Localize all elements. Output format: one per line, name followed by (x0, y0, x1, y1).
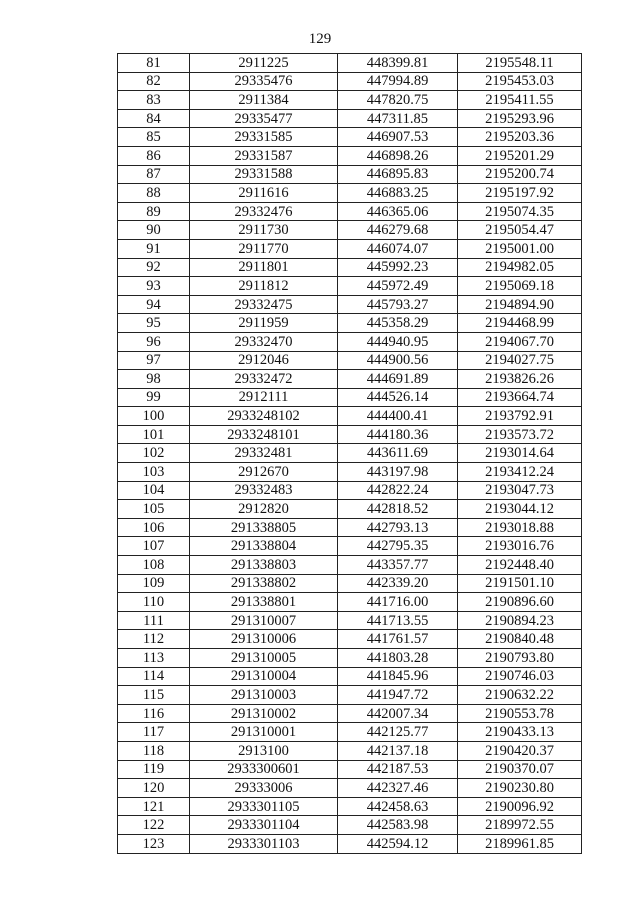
x-coordinate-cell: 446883.25 (338, 184, 458, 203)
x-coordinate-cell: 442795.35 (338, 537, 458, 556)
point-id-cell: 2912046 (190, 351, 338, 370)
point-id-cell: 2911801 (190, 258, 338, 277)
row-number-cell: 115 (118, 686, 190, 705)
point-id-cell: 29332472 (190, 370, 338, 389)
table-row (118, 741, 582, 760)
row-number-cell: 114 (118, 667, 190, 686)
point-id-cell: 2911730 (190, 221, 338, 240)
row-number-cell: 109 (118, 574, 190, 593)
x-coordinate-cell: 441845.96 (338, 667, 458, 686)
table-row (118, 704, 582, 723)
row-number-cell: 100 (118, 407, 190, 426)
table-row (118, 165, 582, 184)
x-coordinate-cell: 444526.14 (338, 388, 458, 407)
y-coordinate-cell: 2193664.74 (458, 388, 582, 407)
row-number-cell: 99 (118, 388, 190, 407)
x-coordinate-cell: 442187.53 (338, 760, 458, 779)
y-coordinate-cell: 2194982.05 (458, 258, 582, 277)
table-row (118, 184, 582, 203)
point-id-cell: 29333006 (190, 779, 338, 798)
point-id-cell: 291310005 (190, 649, 338, 668)
point-id-cell: 29332470 (190, 332, 338, 351)
point-id-cell: 29335476 (190, 72, 338, 91)
row-number-cell: 81 (118, 54, 190, 73)
y-coordinate-cell: 2195201.29 (458, 146, 582, 165)
y-coordinate-cell: 2195001.00 (458, 239, 582, 258)
point-id-cell: 291338804 (190, 537, 338, 556)
y-coordinate-cell: 2190370.07 (458, 760, 582, 779)
x-coordinate-cell: 444400.41 (338, 407, 458, 426)
y-coordinate-cell: 2190096.92 (458, 797, 582, 816)
point-id-cell: 29335477 (190, 109, 338, 128)
point-id-cell: 2912820 (190, 500, 338, 519)
y-coordinate-cell: 2195074.35 (458, 202, 582, 221)
row-number-cell: 106 (118, 518, 190, 537)
point-id-cell: 2911225 (190, 54, 338, 73)
point-id-cell: 2933301105 (190, 797, 338, 816)
row-number-cell: 87 (118, 165, 190, 184)
row-number-cell: 86 (118, 146, 190, 165)
y-coordinate-cell: 2195411.55 (458, 91, 582, 110)
point-id-cell: 2933300601 (190, 760, 338, 779)
point-id-cell: 29331587 (190, 146, 338, 165)
x-coordinate-cell: 442818.52 (338, 500, 458, 519)
point-id-cell: 29331585 (190, 128, 338, 147)
y-coordinate-cell: 2195293.96 (458, 109, 582, 128)
table-row (118, 723, 582, 742)
point-id-cell: 29332476 (190, 202, 338, 221)
x-coordinate-cell: 443197.98 (338, 463, 458, 482)
point-id-cell: 291310007 (190, 611, 338, 630)
y-coordinate-cell: 2195548.11 (458, 54, 582, 73)
y-coordinate-cell: 2190420.37 (458, 741, 582, 760)
point-id-cell: 291310002 (190, 704, 338, 723)
point-id-cell: 2911616 (190, 184, 338, 203)
y-coordinate-cell: 2193826.26 (458, 370, 582, 389)
table-row (118, 518, 582, 537)
row-number-cell: 88 (118, 184, 190, 203)
x-coordinate-cell: 444940.95 (338, 332, 458, 351)
y-coordinate-cell: 2190746.03 (458, 667, 582, 686)
row-number-cell: 122 (118, 816, 190, 835)
table-row (118, 407, 582, 426)
y-coordinate-cell: 2193412.24 (458, 463, 582, 482)
row-number-cell: 120 (118, 779, 190, 798)
point-id-cell: 29331588 (190, 165, 338, 184)
y-coordinate-cell: 2193016.76 (458, 537, 582, 556)
y-coordinate-cell: 2194468.99 (458, 314, 582, 333)
x-coordinate-cell: 444691.89 (338, 370, 458, 389)
x-coordinate-cell: 442793.13 (338, 518, 458, 537)
x-coordinate-cell: 446895.83 (338, 165, 458, 184)
x-coordinate-cell: 446279.68 (338, 221, 458, 240)
table-row (118, 54, 582, 73)
y-coordinate-cell: 2190553.78 (458, 704, 582, 723)
x-coordinate-cell: 442583.98 (338, 816, 458, 835)
y-coordinate-cell: 2193047.73 (458, 481, 582, 500)
row-number-cell: 93 (118, 277, 190, 296)
table-row (118, 667, 582, 686)
row-number-cell: 85 (118, 128, 190, 147)
x-coordinate-cell: 442007.34 (338, 704, 458, 723)
y-coordinate-cell: 2193014.64 (458, 444, 582, 463)
y-coordinate-cell: 2195453.03 (458, 72, 582, 91)
row-number-cell: 103 (118, 463, 190, 482)
table-row (118, 444, 582, 463)
x-coordinate-cell: 442137.18 (338, 741, 458, 760)
point-id-cell: 291310006 (190, 630, 338, 649)
row-number-cell: 98 (118, 370, 190, 389)
table-row (118, 834, 582, 853)
x-coordinate-cell: 444180.36 (338, 425, 458, 444)
x-coordinate-cell: 441713.55 (338, 611, 458, 630)
x-coordinate-cell: 446898.26 (338, 146, 458, 165)
y-coordinate-cell: 2190433.13 (458, 723, 582, 742)
x-coordinate-cell: 442339.20 (338, 574, 458, 593)
point-id-cell: 291338805 (190, 518, 338, 537)
y-coordinate-cell: 2190230.80 (458, 779, 582, 798)
row-number-cell: 113 (118, 649, 190, 668)
y-coordinate-cell: 2194894.90 (458, 295, 582, 314)
row-number-cell: 117 (118, 723, 190, 742)
point-id-cell: 29332483 (190, 481, 338, 500)
y-coordinate-cell: 2194027.75 (458, 351, 582, 370)
x-coordinate-cell: 446907.53 (338, 128, 458, 147)
point-id-cell: 291338803 (190, 556, 338, 575)
row-number-cell: 105 (118, 500, 190, 519)
x-coordinate-cell: 445793.27 (338, 295, 458, 314)
point-id-cell: 2911770 (190, 239, 338, 258)
point-id-cell: 2912670 (190, 463, 338, 482)
y-coordinate-cell: 2191501.10 (458, 574, 582, 593)
table-row (118, 295, 582, 314)
y-coordinate-cell: 2189961.85 (458, 834, 582, 853)
row-number-cell: 104 (118, 481, 190, 500)
table-row (118, 258, 582, 277)
table-row (118, 556, 582, 575)
row-number-cell: 112 (118, 630, 190, 649)
table-row (118, 314, 582, 333)
row-number-cell: 96 (118, 332, 190, 351)
point-id-cell: 291310003 (190, 686, 338, 705)
point-id-cell: 2933248101 (190, 425, 338, 444)
point-id-cell: 291310001 (190, 723, 338, 742)
table-row (118, 574, 582, 593)
point-id-cell: 2933301103 (190, 834, 338, 853)
row-number-cell: 102 (118, 444, 190, 463)
table-row (118, 109, 582, 128)
row-number-cell: 84 (118, 109, 190, 128)
page-number: 129 (308, 31, 332, 47)
table-row (118, 128, 582, 147)
point-id-cell: 2933248102 (190, 407, 338, 426)
table-row (118, 760, 582, 779)
y-coordinate-cell: 2193044.12 (458, 500, 582, 519)
table-row (118, 72, 582, 91)
point-id-cell: 29332481 (190, 444, 338, 463)
x-coordinate-cell: 448399.81 (338, 54, 458, 73)
table-row (118, 91, 582, 110)
table-row (118, 239, 582, 258)
table-row (118, 649, 582, 668)
x-coordinate-cell: 441803.28 (338, 649, 458, 668)
table-row (118, 797, 582, 816)
x-coordinate-cell: 445358.29 (338, 314, 458, 333)
row-number-cell: 92 (118, 258, 190, 277)
point-id-cell: 2911384 (190, 91, 338, 110)
x-coordinate-cell: 442594.12 (338, 834, 458, 853)
row-number-cell: 89 (118, 202, 190, 221)
row-number-cell: 116 (118, 704, 190, 723)
x-coordinate-cell: 443611.69 (338, 444, 458, 463)
x-coordinate-cell: 446365.06 (338, 202, 458, 221)
x-coordinate-cell: 442822.24 (338, 481, 458, 500)
y-coordinate-cell: 2194067.70 (458, 332, 582, 351)
table-row (118, 425, 582, 444)
x-coordinate-cell: 444900.56 (338, 351, 458, 370)
x-coordinate-cell: 441947.72 (338, 686, 458, 705)
row-number-cell: 119 (118, 760, 190, 779)
table-row (118, 816, 582, 835)
x-coordinate-cell: 443357.77 (338, 556, 458, 575)
row-number-cell: 121 (118, 797, 190, 816)
x-coordinate-cell: 441761.57 (338, 630, 458, 649)
y-coordinate-cell: 2193018.88 (458, 518, 582, 537)
table-row (118, 630, 582, 649)
row-number-cell: 123 (118, 834, 190, 853)
row-number-cell: 118 (118, 741, 190, 760)
table-row (118, 481, 582, 500)
row-number-cell: 94 (118, 295, 190, 314)
row-number-cell: 82 (118, 72, 190, 91)
point-id-cell: 2912111 (190, 388, 338, 407)
x-coordinate-cell: 446074.07 (338, 239, 458, 258)
table-row (118, 146, 582, 165)
x-coordinate-cell: 445972.49 (338, 277, 458, 296)
y-coordinate-cell: 2193792.91 (458, 407, 582, 426)
row-number-cell: 108 (118, 556, 190, 575)
point-id-cell: 2913100 (190, 741, 338, 760)
x-coordinate-cell: 447820.75 (338, 91, 458, 110)
table-row (118, 388, 582, 407)
row-number-cell: 90 (118, 221, 190, 240)
row-number-cell: 97 (118, 351, 190, 370)
table-row (118, 351, 582, 370)
coordinates-table-body (118, 54, 582, 854)
row-number-cell: 83 (118, 91, 190, 110)
table-row (118, 537, 582, 556)
row-number-cell: 95 (118, 314, 190, 333)
table-row (118, 779, 582, 798)
table-row (118, 686, 582, 705)
coordinates-table (117, 53, 582, 854)
row-number-cell: 91 (118, 239, 190, 258)
row-number-cell: 111 (118, 611, 190, 630)
x-coordinate-cell: 447994.89 (338, 72, 458, 91)
x-coordinate-cell: 442458.63 (338, 797, 458, 816)
y-coordinate-cell: 2190894.23 (458, 611, 582, 630)
table-row (118, 611, 582, 630)
point-id-cell: 2933301104 (190, 816, 338, 835)
point-id-cell: 2911959 (190, 314, 338, 333)
y-coordinate-cell: 2195203.36 (458, 128, 582, 147)
point-id-cell: 29332475 (190, 295, 338, 314)
point-id-cell: 291338802 (190, 574, 338, 593)
y-coordinate-cell: 2195069.18 (458, 277, 582, 296)
row-number-cell: 110 (118, 593, 190, 612)
row-number-cell: 101 (118, 425, 190, 444)
table-row (118, 463, 582, 482)
row-number-cell: 107 (118, 537, 190, 556)
table-row (118, 277, 582, 296)
point-id-cell: 2911812 (190, 277, 338, 296)
table-row (118, 370, 582, 389)
y-coordinate-cell: 2193573.72 (458, 425, 582, 444)
y-coordinate-cell: 2190632.22 (458, 686, 582, 705)
y-coordinate-cell: 2192448.40 (458, 556, 582, 575)
x-coordinate-cell: 442125.77 (338, 723, 458, 742)
y-coordinate-cell: 2195200.74 (458, 165, 582, 184)
y-coordinate-cell: 2189972.55 (458, 816, 582, 835)
point-id-cell: 291338801 (190, 593, 338, 612)
x-coordinate-cell: 447311.85 (338, 109, 458, 128)
y-coordinate-cell: 2190896.60 (458, 593, 582, 612)
table-row (118, 332, 582, 351)
x-coordinate-cell: 445992.23 (338, 258, 458, 277)
table-row (118, 202, 582, 221)
table-row (118, 593, 582, 612)
y-coordinate-cell: 2190793.80 (458, 649, 582, 668)
y-coordinate-cell: 2195054.47 (458, 221, 582, 240)
table-row (118, 500, 582, 519)
y-coordinate-cell: 2195197.92 (458, 184, 582, 203)
x-coordinate-cell: 441716.00 (338, 593, 458, 612)
y-coordinate-cell: 2190840.48 (458, 630, 582, 649)
point-id-cell: 291310004 (190, 667, 338, 686)
table-row (118, 221, 582, 240)
x-coordinate-cell: 442327.46 (338, 779, 458, 798)
